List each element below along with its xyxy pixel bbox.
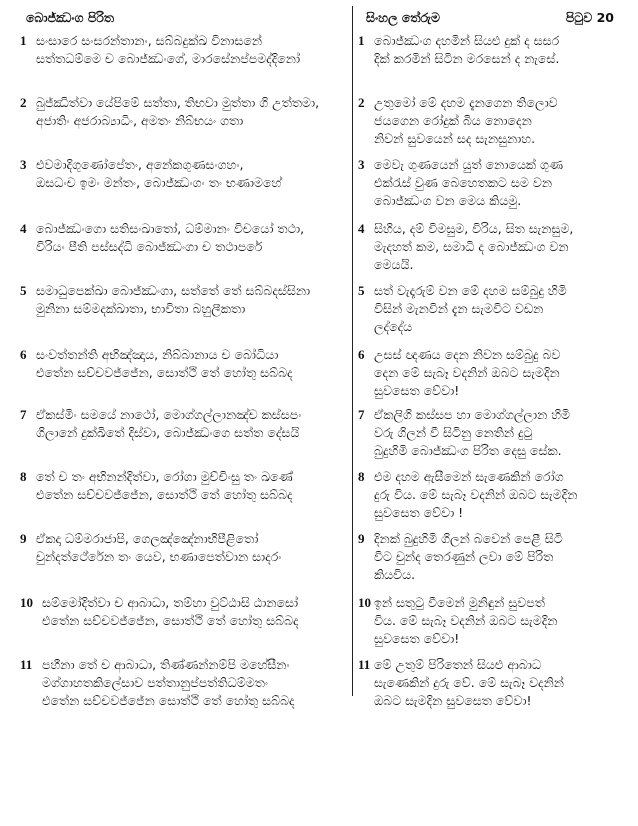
verse-number: 4 [20, 221, 27, 236]
pali-verse-7 [20, 406, 346, 442]
page-number: පිටුව 20 [565, 10, 614, 25]
pali-verse-2 [20, 94, 346, 130]
sinhala-verse-11 [358, 656, 628, 710]
verse-number: 3 [20, 157, 27, 172]
verse-number: 9 [358, 531, 365, 546]
left-column-title: බොජ්ඣංග පිරිත [26, 10, 115, 25]
column-divider [352, 6, 353, 696]
sinhala-verse-7 [358, 406, 628, 460]
verse-line: මෙයයි. [374, 257, 414, 272]
verse-line: එතේන සච්චවජ්ජේන, සොත්ථි තේ හෝතු සබ්බද [42, 613, 299, 628]
verse-number: 3 [358, 157, 365, 172]
verse-number: 4 [358, 221, 365, 236]
verse-line: සත් වැදෑරුම් වන මේ දහම සම්බුදු හිමි [374, 283, 567, 298]
verse-line: ඔසධංච ඉමං මන්තං, බොජ්ඣංගං තං භණාමහේ [36, 175, 282, 190]
verse-line: සුවසෙත වේවා! [374, 631, 460, 646]
verse-line: මග්ගාහතකිලේසාව පත්තානුප්පත්තිධම්මතං [42, 675, 269, 690]
verse-number: 1 [358, 33, 365, 48]
verse-line: එම දහම ඇසීමෙන් සැණෙකින් රෝග [374, 469, 564, 484]
verse-number: 10 [20, 595, 33, 610]
verse-line: බොජ්ඣංග වන මෙය කියමු. [374, 193, 522, 208]
verse-number: 10 [358, 595, 371, 610]
verse-line: බොජ්ඣංග දහමින් සියළු දුක් ද සසර [374, 33, 560, 48]
verse-line: විට චුන්ද තෙරණුන් ලවා මේ පිරිත [374, 549, 554, 564]
verse-line: පහීනා තේ ච ආබාධා, තිණ්ණන්නම්පි මහේසීනං [42, 657, 290, 672]
right-column-title: සිංහල තේරුම [366, 10, 440, 25]
sinhala-verse-4 [358, 220, 628, 274]
sinhala-verse-2 [358, 94, 628, 148]
pali-verse-9 [20, 530, 346, 566]
verse-line: බුදුහිමි බොජ්ඣංග පිරිත දෙසු සේක. [374, 443, 562, 458]
verse-line: මැදහත් කම, සමාධි ද බොජ්ඣංග වන [374, 239, 569, 254]
verse-line: දුරු විය. මේ සැබෑ වදනින් ඔබට සැමදින [374, 487, 578, 502]
pali-verse-4 [20, 220, 346, 256]
verse-line: ඉන් සතුටු වීමෙන් මුනිඳුන් සුවපත් [374, 595, 545, 610]
verse-line: එවමාදිගුණෝපේතං, අනේකගුණසංගහං, [36, 157, 244, 172]
verse-line: සැණෙකින් දුරු වේ. මේ සැබෑ වදනින් [374, 675, 564, 690]
verse-line: අජාතිං අජරාබ්‍යාධිං, අමතං නිබ්භයං ගතා [36, 113, 244, 128]
verse-line: ගිලානේ දුක්ඛිතේ දිස්වා, බොජ්ඣංගෙ සත්ත දේසයි [36, 425, 300, 440]
verse-line: කියවිය. [374, 567, 416, 582]
sinhala-verse-1 [358, 32, 628, 68]
pali-verse-11 [20, 656, 346, 710]
pali-verse-6 [20, 346, 346, 382]
sinhala-verse-6 [358, 346, 628, 400]
verse-line: මෙවැ ගුණයෙන් යුත් නොයෙක් ගුණ [374, 157, 564, 172]
sinhala-verse-5 [358, 282, 628, 336]
verse-line: විය. මේ සැබෑ වදනින් ඔබට සැමදින [374, 613, 558, 628]
verse-line: විරියං පීති පස්සද්ධි බොජ්ඣංගා ච තථාපරේ [36, 239, 263, 254]
verse-line: ඔබට සැමදින සුවසෙත වේවා! [374, 693, 532, 708]
verse-line: ජයගෙන රෝදුක් බිය නොදෙන [374, 113, 532, 128]
pali-verse-1 [20, 32, 346, 68]
verse-line: බොජ්ඣංගො සතිසංඛාතෝ, ධම්මානං විචයෝ තථා, [36, 221, 305, 236]
verse-number: 6 [20, 347, 27, 362]
sinhala-verse-8 [358, 468, 628, 522]
verse-line: සම්මෝදිත්වා ච ආබාධා, තම්හා වුට්ඨාසි ඨානසෝ [42, 595, 299, 610]
verse-line: ලද්දේය [374, 319, 413, 334]
verse-line: උසස් ඥණය දෙන නිවන සම්බුදු බව [374, 347, 561, 362]
verse-line: එතේන සච්චවජ්ජේන සොත්ථි තේ හෝතු සබ්බද [42, 693, 295, 708]
verse-line: සුවසෙත වේවා ! [374, 505, 464, 520]
verse-line: බුජ්ඣිත්වා යේපිමේ සත්තා, තිභවා මුත්තා ගි උත්තමා, [36, 95, 320, 110]
verse-line: සමාධුපෙක්ඛා බොජ්ඣංගා, සත්තේ තේ සබ්බදස්සිනා [36, 283, 311, 298]
verse-line: එතේන සච්චවජ්ජේන, සොත්ථි තේ හෝතු සබ්බද [36, 365, 293, 380]
verse-line: දික් කරමින් සිටින මරසෙන් ද නැසේ. [374, 51, 560, 66]
verse-line: ඒකස්මිං සමයේ නාථෝ, මොග්ගල්ලානඤ්ච කස්සපං [36, 407, 302, 422]
verse-line: දෙන මේ සැබෑ වදනින් ඔබට සැමදින [374, 365, 560, 380]
verse-number: 7 [20, 407, 27, 422]
verse-number: 7 [358, 407, 365, 422]
verse-number: 9 [20, 531, 27, 546]
sinhala-verse-10 [358, 594, 628, 648]
verse-line: චුන්දත්ථේරේන තං යෙව, භණාපෙත්වාන සාදරං [36, 549, 282, 564]
verse-line: මුනිනා සම්මදක්ඛාතා, භාවිතා බහුලීකතා [36, 301, 246, 316]
pali-verse-10 [20, 594, 346, 630]
verse-line: ඒකදා ධම්මරාජාපි, ගෙලඤ්ඤේනාභිපීළිතෝ [36, 531, 259, 546]
verse-line: නිවන් සුවයෙන් සද සැනසුනාහ. [374, 131, 536, 146]
verse-number: 1 [20, 33, 27, 48]
verse-line: වරු ගිලන් වී සිටිනු නෙතින් දුටු [374, 425, 533, 440]
verse-number: 5 [358, 283, 365, 298]
verse-number: 8 [20, 469, 27, 484]
sinhala-verse-9 [358, 530, 628, 584]
verse-number: 5 [20, 283, 27, 298]
verse-line: සුවසෙත වේවා! [374, 383, 460, 398]
sinhala-verse-3 [358, 156, 628, 210]
verse-number: 2 [20, 95, 27, 110]
verse-number: 11 [358, 657, 371, 672]
verse-line: සත්තධම්මෙ ච බොජ්ඣංගේ, මාරසේනප්පමද්දිනෝ [36, 51, 301, 66]
pali-verse-8 [20, 468, 346, 504]
verse-number: 2 [358, 95, 365, 110]
verse-line: සංසාරෙ සංසරන්තානං, සබ්බදුක්ඛ විනාසනේ [36, 33, 263, 48]
verse-line: උතුමෝ මේ දහම දැනගෙන තිලොව [374, 95, 558, 110]
verse-line: දිනක් බුදුහිමි ගිලන් බවෙන් පෙළී සිටි [374, 531, 563, 546]
verse-line: එක්රැස් වුණ බෙහෙතකට සම වන [374, 175, 552, 190]
verse-number: 11 [20, 657, 33, 672]
verse-line: තේ ච තං අභිනන්දිත්වා, රෝගා මුච්චිංසු තං ඛණේ [36, 469, 293, 484]
verse-line: විසින් මැනවින් දැන සැමවිට වඩන [374, 301, 544, 316]
pali-verse-5 [20, 282, 346, 318]
pali-verse-3 [20, 156, 346, 192]
verse-line: සිහිය, දම් විමසුම, විරිය, සිත සැනසුම, [374, 221, 574, 236]
verse-number: 8 [358, 469, 365, 484]
verse-line: එතේන සච්චවජ්ජේන, සොත්ථි තේ හෝතු සබ්බද [36, 487, 293, 502]
verse-line: මේ උතුම් පිරිතෙන් සියළු ආබාධ [374, 657, 542, 672]
verse-line: ඒකලිගි කස්සප හා මොග්ගල්ලාන හිමි [374, 407, 571, 422]
verse-number: 6 [358, 347, 365, 362]
verse-line: සංවත්තන්ති අභිඤ්ඤාය, නිබ්බානාය ච බෝධියා [36, 347, 279, 362]
